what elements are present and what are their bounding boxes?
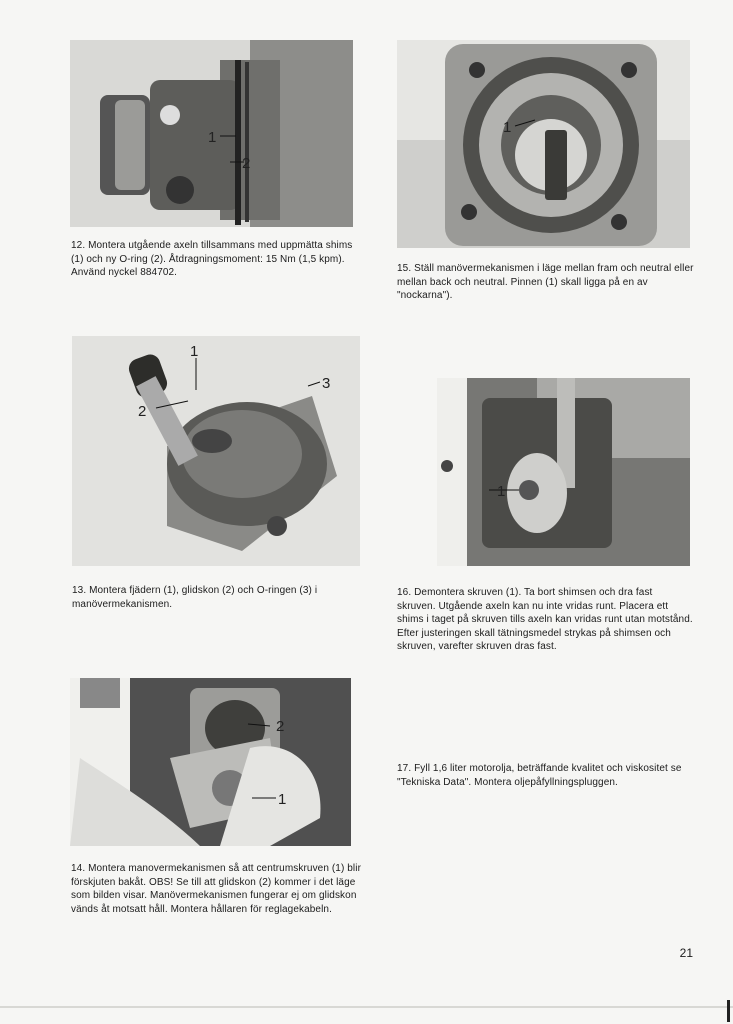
caption-step-16: 16. Demontera skruven (1). Ta bort shimsen och dra fast skruven. Utgående axeln kan nu inte vridas runt. Placera ett shims i taget på skruven tills axeln kan vridas runt utan motstånd. Efter justeringen skall tätningsmedel strykas på shimsen och skruven, varefter skruven dras fast. bbox=[397, 587, 693, 653]
page-number: 21 bbox=[679, 946, 693, 960]
photo-step-13-illustration bbox=[72, 336, 360, 566]
callout-2: 2 bbox=[138, 403, 147, 420]
scan-edge-line bbox=[0, 1006, 733, 1008]
scan-edge-mark bbox=[727, 1000, 730, 1022]
caption-step-14: 14. Montera manovermekanismen så att centrumskruven (1) blir förskjuten bakåt. OBS! Se till att glidskon (2) kommer i det läge som bilden visar. Manövermekanismen fungerar ej om glidskon vänds åt motsatt håll. Montera hållaren för reglagekabeln. bbox=[71, 863, 362, 915]
photo-step-12 bbox=[70, 40, 353, 227]
photo-step-14 bbox=[70, 678, 351, 846]
photo-step-14-illustration bbox=[70, 678, 351, 846]
callout-2: 2 bbox=[242, 155, 251, 172]
callout-1: 1 bbox=[278, 791, 287, 808]
callout-1: 1 bbox=[497, 483, 506, 500]
callout-1: 1 bbox=[208, 129, 217, 146]
callout-1: 1 bbox=[503, 119, 512, 136]
caption-step-15: 15. Ställ manövermekanismen i läge mellan fram och neutral eller mellan back och neutral. Pinnen (1) skall ligga på en av "nockarna"). bbox=[397, 263, 694, 302]
photo-step-15 bbox=[397, 40, 690, 248]
photo-step-16-illustration bbox=[437, 378, 690, 566]
caption-step-13: 13. Montera fjädern (1), glidskon (2) och O-ringen (3) i manövermekanismen. bbox=[72, 585, 318, 610]
caption-step-17: 17. Fyll 1,6 liter motorolja, beträffande kvalitet och viskositet se "Tekniska Data". Montera oljepåfyllningspluggen. bbox=[397, 763, 682, 788]
callout-1: 1 bbox=[190, 343, 199, 360]
photo-step-15-illustration bbox=[397, 40, 690, 248]
photo-step-12-illustration bbox=[70, 40, 353, 227]
callout-3: 3 bbox=[322, 375, 331, 392]
photo-step-16 bbox=[437, 378, 690, 566]
callout-2: 2 bbox=[276, 718, 285, 735]
caption-step-12: 12. Montera utgående axeln tillsammans med uppmätta shims (1) och ny O-ring (2). Åtdragningsmoment: 15 Nm (1,5 kpm). Använd nyckel 884702. bbox=[71, 240, 353, 279]
photo-step-13 bbox=[72, 336, 360, 566]
